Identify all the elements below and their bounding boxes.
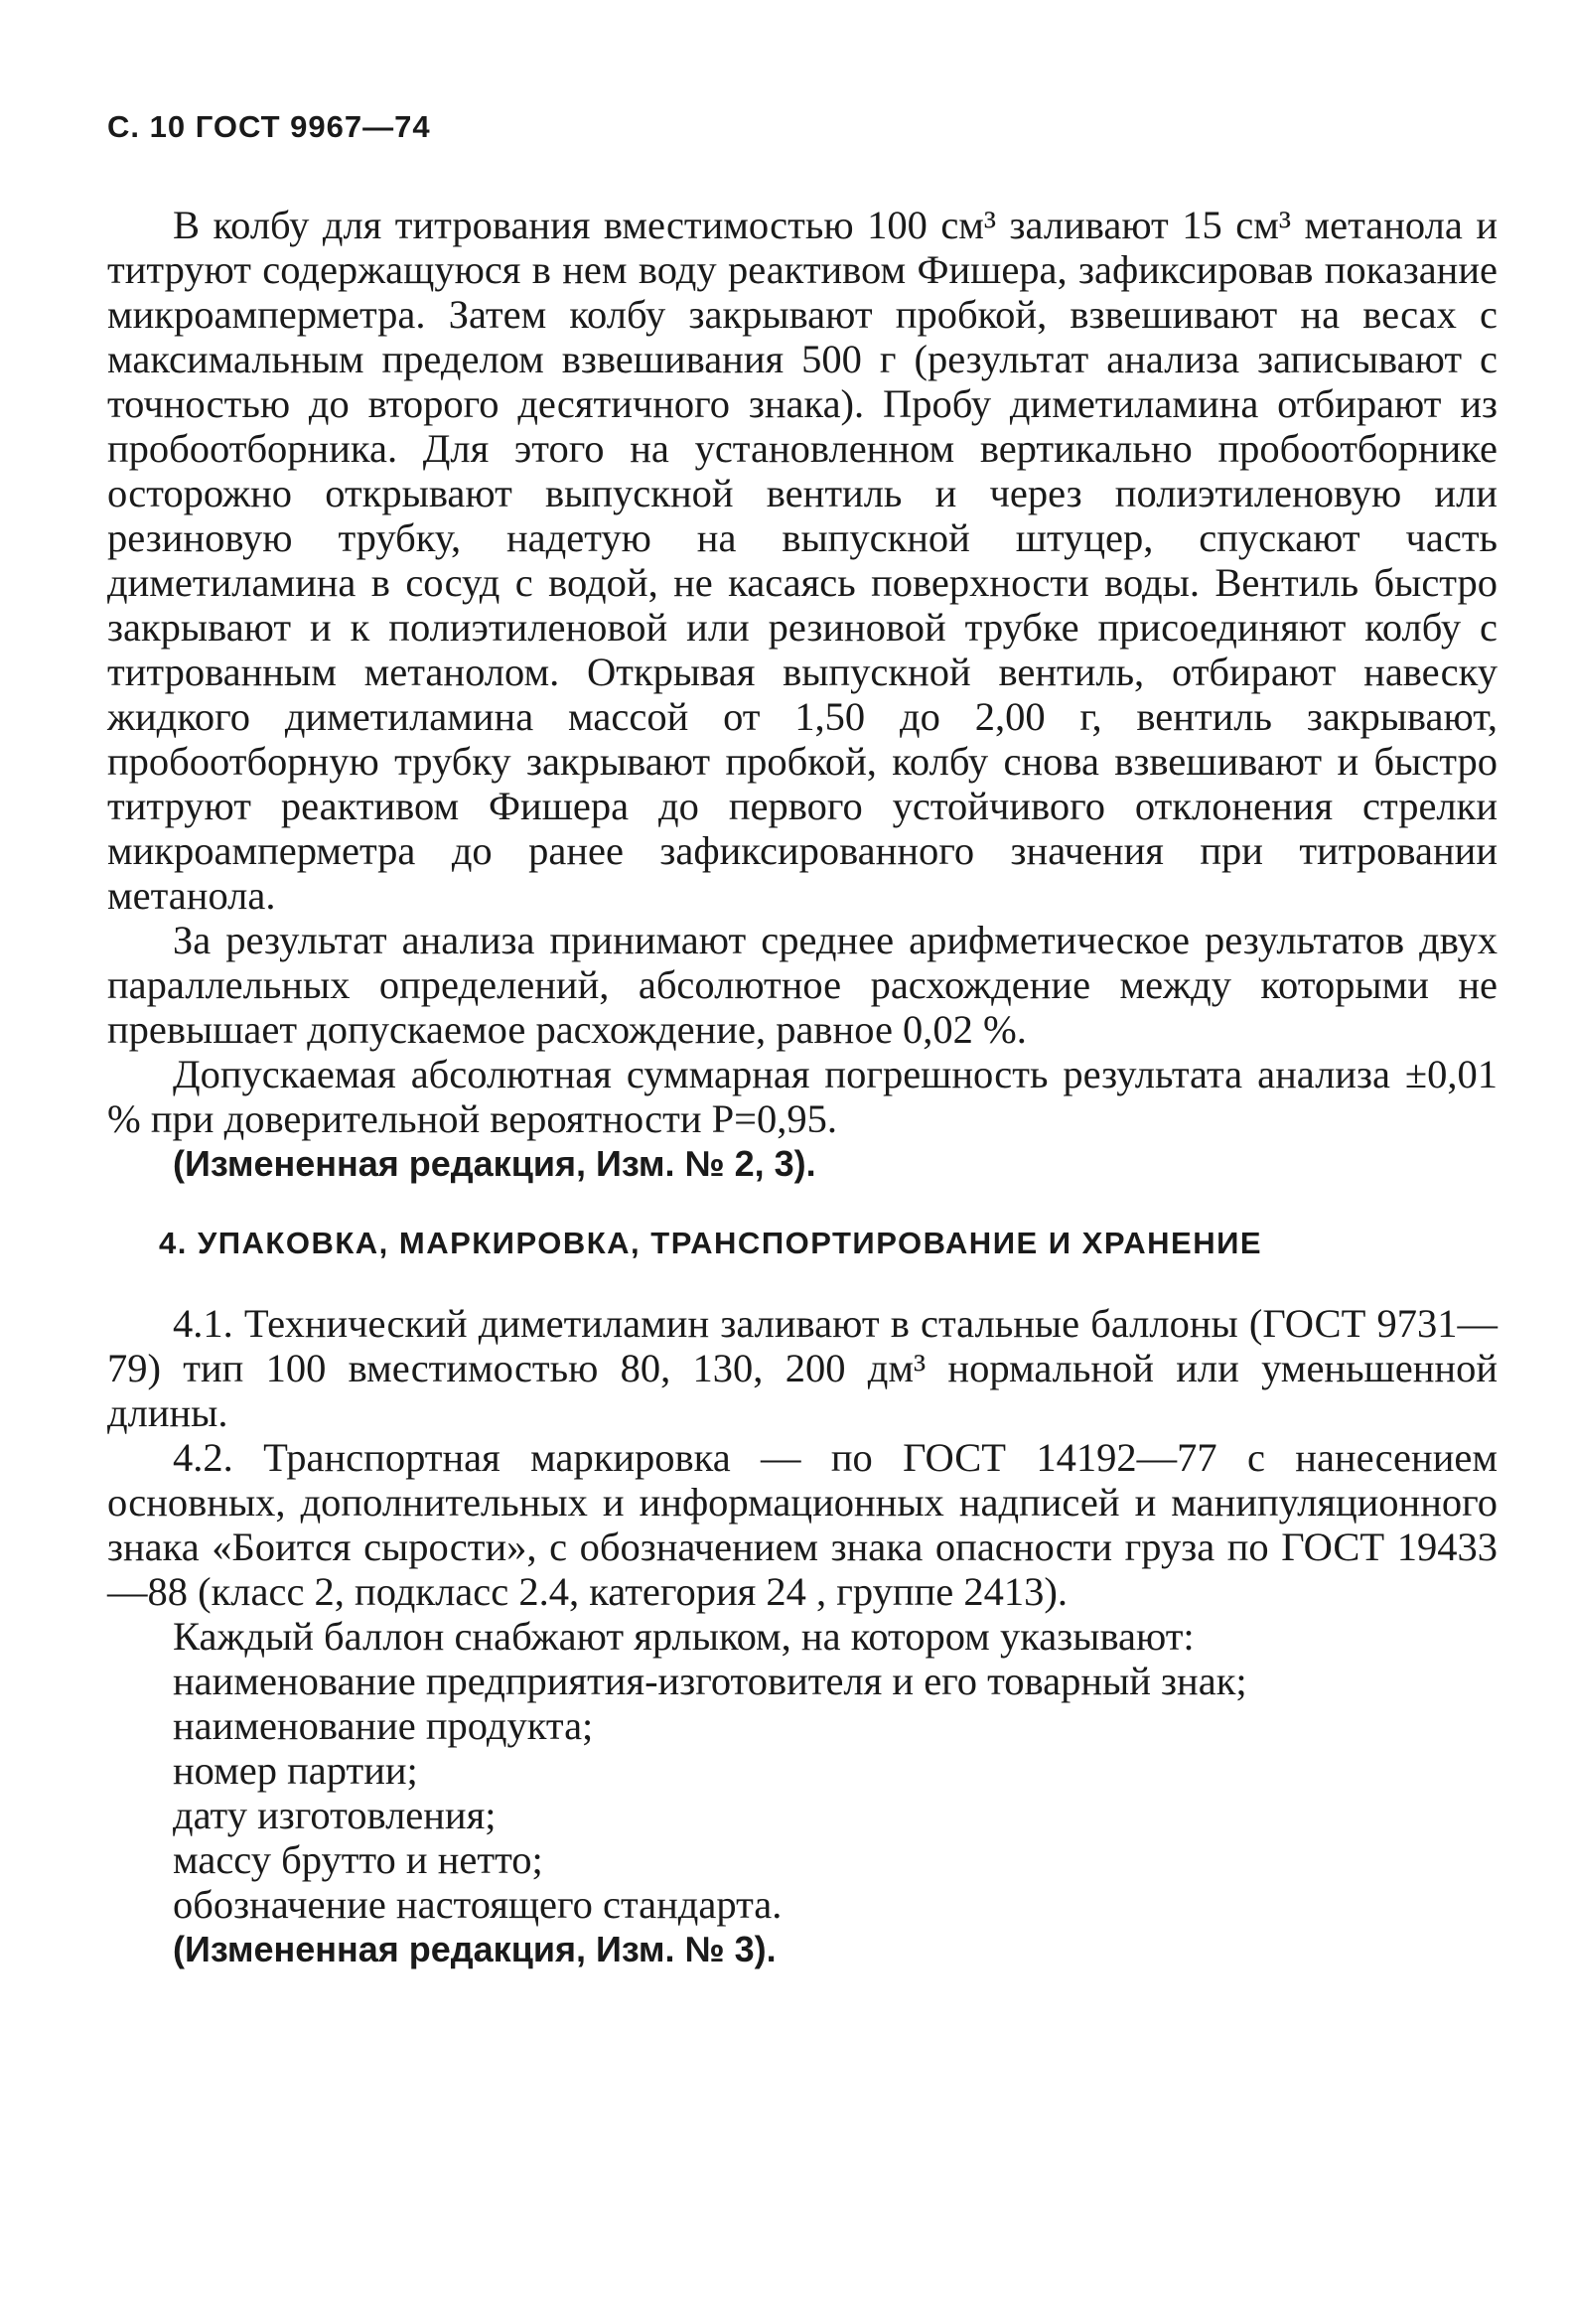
paragraph-4-2: 4.2. Транспортная маркировка — по ГОСТ 14192—77 с нанесением основных, дополнительных и информационных надписей и манипуляционного знака «Боится сырости», с обозначением знака опасности груза по ГОСТ 19433—88 (класс 2, подкласс 2.4, категория 24 , группе 2413). [107, 1435, 1498, 1614]
section-heading: 4. УПАКОВКА, МАРКИРОВКА, ТРАНСПОРТИРОВАНИЕ И ХРАНЕНИЕ [159, 1226, 1263, 1260]
document-page [107, 109, 1498, 1971]
amendment-note-final: (Измененная редакция, Изм. № 3). [173, 1929, 777, 1969]
analysis-procedure [107, 203, 1498, 1141]
list-item: обозначение настоящего стандарта. [173, 1882, 783, 1927]
list-item: наименование предприятия-изготовителя и его товарный знак; [173, 1659, 1247, 1703]
list-item: дату изготовления; [173, 1793, 497, 1837]
page-header: С. 10 ГОСТ 9967—74 [107, 109, 431, 144]
list-item: массу брутто и нетто; [173, 1837, 543, 1882]
label-list [107, 1659, 1498, 1927]
list-item: номер партии; [173, 1748, 418, 1793]
paragraph-titration: В колбу для титрования вместимостью 100 см³ заливают 15 см³ метанола и титруют содержащуюся в нем воду реактивом Фишера, зафиксировав показание микроамперметра. Затем колбу закрывают пробкой, взвешивают на весах с максимальным пределом взвешивания 500 г (результат анализа записывают с точностью до второго десятичного знака). Пробу диметиламина отбирают из пробоотборника. Для этого на установленном вертикально пробоотборнике осторожно открывают выпускной вентиль и через полиэтиленовую или резиновую трубку, надетую на выпускной штуцер, спускают часть диметиламина в сосуд с водой, не касаясь поверхности воды. Вентиль быстро закрывают и к полиэтиленовой или резиновой трубке присоединяют колбу с титрованным метанолом. Открывая выпускной вентиль, отбирают навеску жидкого диметиламина массой от 1,50 до 2,00 г, вентиль закрывают, пробоотборную трубку закрывают пробкой, колбу снова взвешивают и быстро титруют реактивом Фишера до первого устойчивого отклонения стрелки микроамперметра до ранее зафиксированного значения при титровании метанола. [107, 203, 1498, 918]
paragraph-error: Допускаемая абсолютная суммарная погрешность результата анализа ±0,01 % при доверительной вероятности P=0,95. [107, 1052, 1498, 1141]
amendment-note: (Измененная редакция, Изм. № 2, 3). [173, 1143, 816, 1184]
paragraph-4-1: 4.1. Технический диметиламин заливают в стальные баллоны (ГОСТ 9731—79) тип 100 вместимостью 80, 130, 200 дм³ нормальной или уменьшенной длины. [107, 1301, 1498, 1435]
packaging-section [107, 1301, 1498, 1614]
list-item: наименование продукта; [173, 1703, 594, 1748]
label-lead: Каждый баллон снабжают ярлыком, на котором указывают: [173, 1614, 1195, 1659]
paragraph-result: За результат анализа принимают среднее арифметическое результатов двух параллельных определений, абсолютное расхождение между которыми не превышает допускаемое расхождение, равное 0,02 %. [107, 918, 1498, 1052]
